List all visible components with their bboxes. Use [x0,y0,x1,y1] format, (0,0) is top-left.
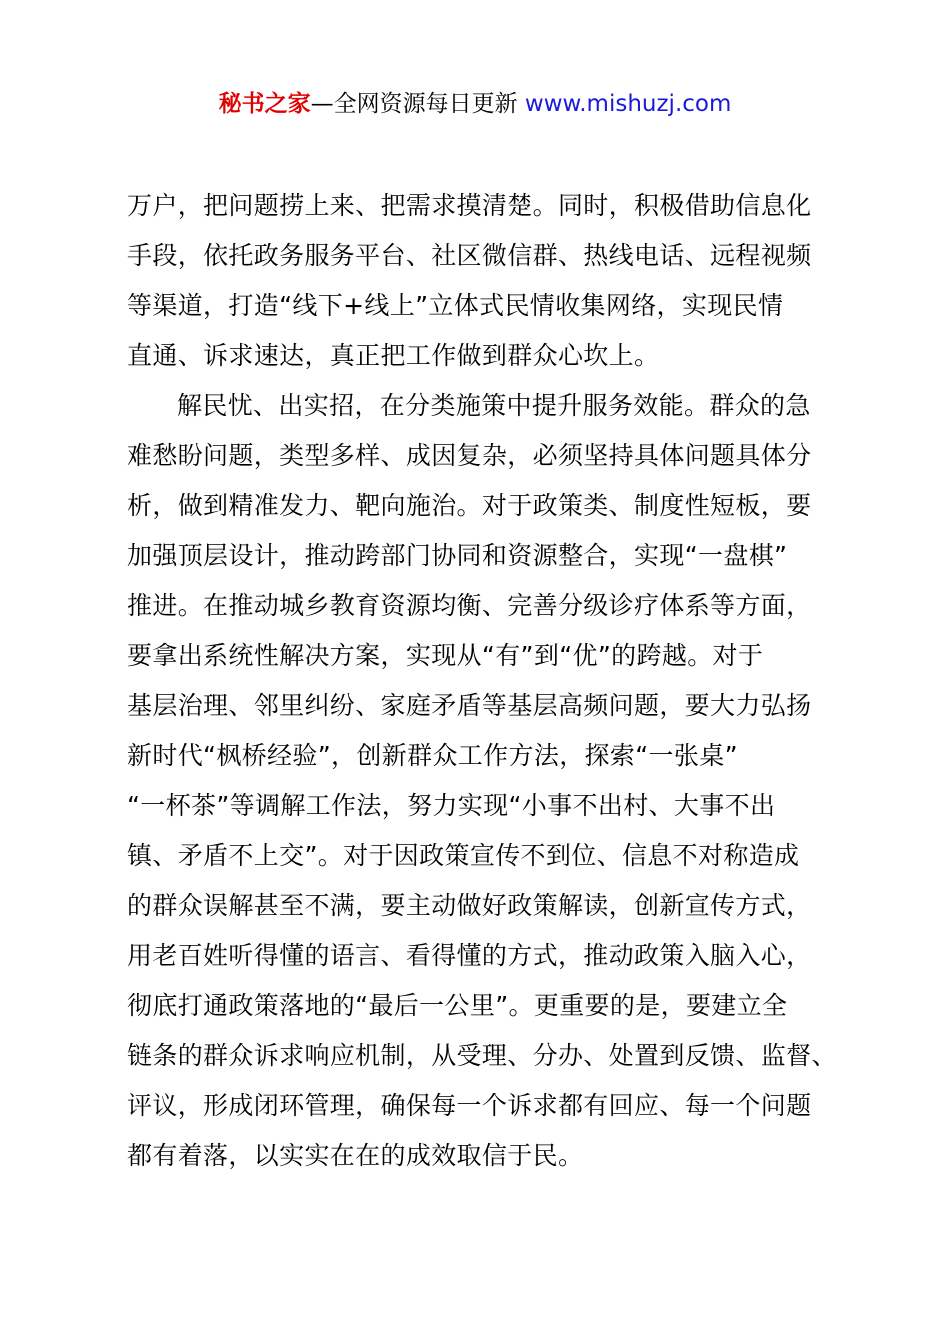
paragraph-2 [127,381,847,1181]
paragraph-2-line: 链条的群众诉求响应机制，从受理、分办、处置到反馈、监督、 [127,1041,837,1070]
paragraph-2-line: 新时代“枫桥经验”，创新群众工作方法，探索“一张桌” [127,741,738,770]
paragraph-2-line: 难愁盼问题，类型多样、成因复杂，必须坚持具体问题具体分 [127,441,812,470]
paragraph-2-line: 推进。在推动城乡教育资源均衡、完善分级诊疗体系等方面， [127,591,812,620]
document-body [127,181,847,1181]
paragraph-2-line: 的群众误解甚至不满，要主动做好政策解读，创新宣传方式， [127,891,812,920]
paragraph-2-line: 解民忧、出实招，在分类施策中提升服务效能。群众的急 [177,391,811,420]
paragraph-1-line: 等渠道，打造“线下+线上”立体式民情收集网络，实现民情 [127,291,784,320]
paragraph-2-line: 要拿出系统性解决方案，实现从“有”到“优”的跨越。对于 [127,641,764,670]
paragraph-1-line: 直通、诉求速达，真正把工作做到群众心坎上。 [127,341,660,370]
paragraph-2-line: “一杯茶”等调解工作法，努力实现“小事不出村、大事不出 [127,791,776,820]
header-url[interactable]: www.mishuzj.com [524,91,732,117]
paragraph-1-line: 手段，依托政务服务平台、社区微信群、热线电话、远程视频 [127,241,812,270]
paragraph-2-line: 镇、矛盾不上交”。对于因政策宣传不到位、信息不对称造成 [127,841,800,870]
paragraph-2-line: 都有着落，以实实在在的成效取信于民。 [127,1141,584,1170]
brand-name: 秘书之家 [218,91,311,117]
paragraph-1 [127,181,847,381]
page-header [0,86,950,122]
paragraph-2-line: 彻底打通政策落地的“最后一公里”。更重要的是，要建立全 [127,991,788,1020]
paragraph-2-line: 评议，形成闭环管理，确保每一个诉求都有回应、每一个问题 [127,1091,812,1120]
paragraph-2-line: 析，做到精准发力、靶向施治。对于政策类、制度性短板，要 [127,491,812,520]
paragraph-1-line: 万户，把问题捞上来、把需求摸清楚。同时，积极借助信息化 [127,191,812,220]
paragraph-2-line: 加强顶层设计，推动跨部门协同和资源整合，实现“一盘棋” [127,541,788,570]
paragraph-2-line: 用老百姓听得懂的语言、看得懂的方式，推动政策入脑入心， [127,941,812,970]
paragraph-2-line: 基层治理、邻里纠纷、家庭矛盾等基层高频问题，要大力弘扬 [127,691,812,720]
header-tagline: —全网资源每日更新 [310,91,525,117]
